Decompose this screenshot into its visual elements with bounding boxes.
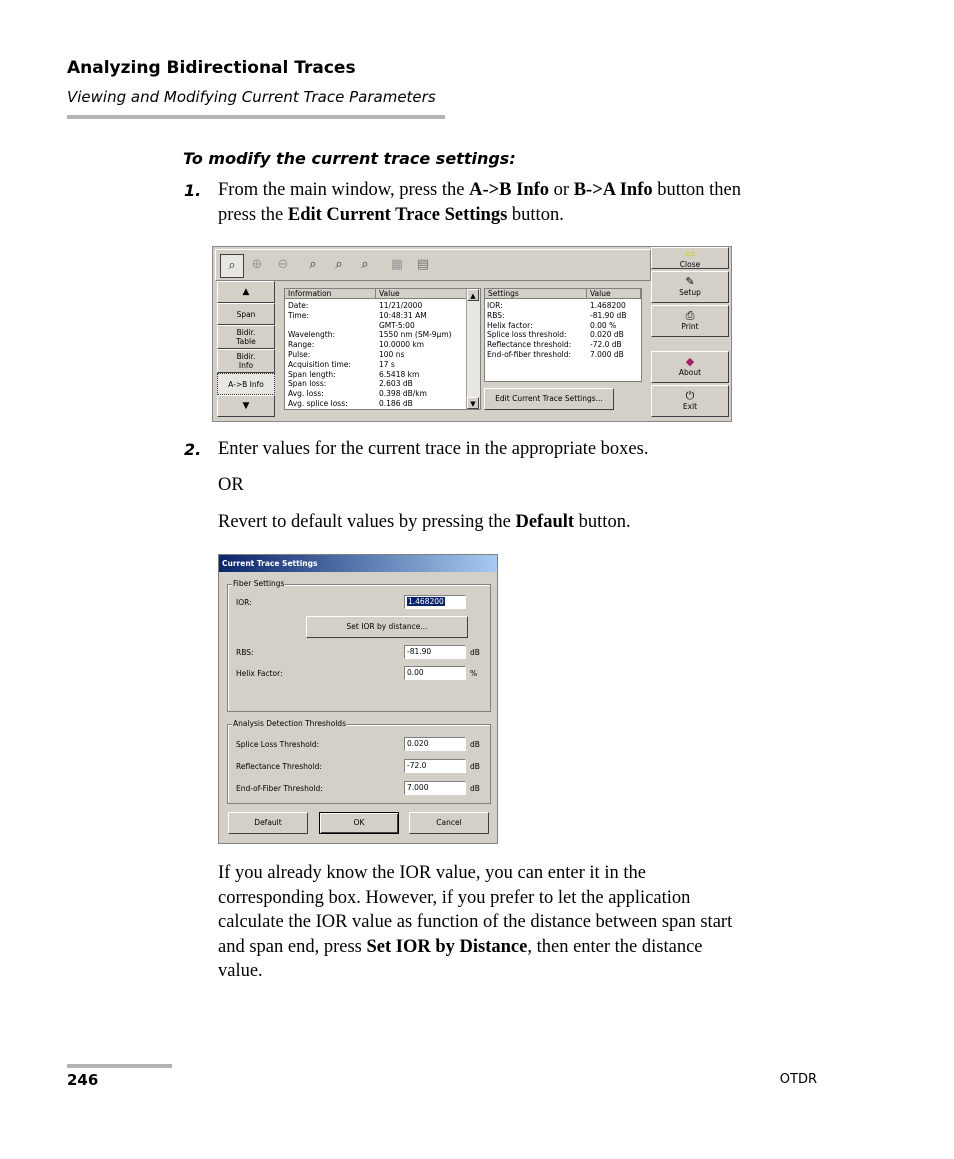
close-label: Close [679, 260, 701, 269]
setup-label: Setup [679, 288, 701, 297]
about-label: About [678, 368, 702, 377]
settings-label-column [487, 301, 571, 360]
info-label: Pulse: [288, 349, 311, 359]
revert-text [218, 510, 631, 535]
helix-factor-unit: % [470, 669, 478, 678]
settings-value: 0.020 dB [590, 330, 624, 340]
info-label: Time: [288, 310, 309, 320]
settings-label: RBS: [487, 310, 505, 320]
settings-value: 7.000 dB [590, 349, 624, 359]
info-value: 17 s [379, 359, 395, 369]
print-icon: ⎙ [685, 309, 695, 322]
paragraph-line: value. [218, 961, 263, 981]
product-name: OTDR [779, 1072, 817, 1087]
zoom-in-icon[interactable]: ⊕ [251, 257, 263, 272]
scroll-up-arrow-icon[interactable]: ▲ [467, 289, 479, 301]
cancel-button[interactable]: Cancel [409, 812, 489, 834]
bold-run: Edit Current Trace Settings [287, 204, 508, 225]
bold-run: Default [515, 512, 575, 532]
info-label: Avg. loss: [288, 389, 324, 399]
step-number: 2. [184, 440, 202, 459]
close-icon: ▭ [684, 247, 696, 260]
about-icon: ◆ [685, 355, 695, 368]
ior-paragraph [218, 861, 732, 984]
info-value: 11/21/2000 [379, 301, 423, 310]
end-of-fiber-label: End-of-Fiber Threshold: [236, 784, 323, 793]
section-subtitle: Viewing and Modifying Current Trace Parameters [67, 88, 436, 106]
setup-button[interactable] [651, 271, 729, 303]
zoom-select-icon[interactable]: ⌕ [220, 254, 244, 278]
text-run: button then [652, 180, 741, 200]
information-list[interactable] [284, 288, 481, 410]
thresholds-label: Analysis Detection Thresholds [233, 719, 346, 728]
info-scrollbar[interactable] [466, 289, 480, 409]
paragraph-line: calculate the IOR value as function of the distance between span start [218, 912, 733, 932]
paragraph-line: corresponding box. However, if you prefer to let the application [218, 887, 691, 908]
info-value: 2.603 dB [379, 379, 413, 389]
about-button[interactable] [651, 351, 729, 383]
info-label [288, 321, 351, 331]
ior-label: IOR: [236, 598, 252, 607]
or-text: OR [218, 475, 244, 495]
default-button[interactable]: Default [228, 812, 308, 834]
step-text [218, 178, 741, 227]
bidir-table-button[interactable]: Bidir. Table [217, 325, 275, 349]
bidir-info-button[interactable]: Bidir. Info [217, 349, 275, 373]
text-run: press the [218, 204, 288, 225]
main-window-screenshot [212, 246, 732, 422]
info-label: Span length: [288, 369, 336, 379]
settings-value: 0.00 % [590, 320, 617, 330]
end-of-fiber-input[interactable]: 7.000 [404, 781, 466, 795]
procedure-title: To modify the current trace settings: [183, 149, 516, 168]
exit-label: Exit [682, 402, 698, 411]
toolbar [215, 249, 651, 281]
reflectance-unit: dB [470, 762, 480, 771]
settings-label: End-of-fiber threshold: [487, 349, 572, 359]
footer-rule [67, 1064, 172, 1068]
rbs-unit: dB [470, 648, 480, 657]
event-table-icon[interactable]: ▤ [416, 257, 430, 272]
current-trace-settings-dialog [218, 554, 498, 844]
paragraph-line: If you already know the IOR value, you can enter it in the [218, 863, 646, 883]
ok-button[interactable]: OK [319, 812, 399, 834]
rbs-input[interactable]: -81.90 [404, 645, 466, 659]
print-label: Print [681, 322, 699, 331]
step-text: Enter values for the current trace in the appropriate boxes. [218, 439, 649, 459]
info-header-value[interactable]: Value [376, 289, 468, 299]
info-label: Wavelength: [288, 330, 336, 340]
settings-list[interactable] [484, 288, 642, 382]
text-run: button. [574, 512, 631, 532]
reflectance-input[interactable]: -72.0 [404, 759, 466, 773]
info-label: Range: [288, 340, 315, 350]
settings-label: Reflectance threshold: [487, 340, 572, 350]
info-value: 0.186 dB [379, 398, 413, 408]
settings-label: IOR: [487, 301, 503, 310]
ior-value: 1.468200 [408, 597, 444, 606]
zoom-out-icon[interactable]: ⊖ [277, 257, 289, 272]
settings-label: Splice loss threshold: [487, 330, 567, 340]
text-run: , then enter the distance [527, 936, 703, 957]
dialog-title: Current Trace Settings [219, 555, 497, 572]
text-run: From the main window, press the [218, 180, 470, 200]
zoom-horizontal-icon[interactable]: ⌕ [309, 257, 317, 272]
edit-current-trace-settings-button[interactable]: Edit Current Trace Settings... [484, 388, 614, 410]
info-label-column [288, 301, 351, 409]
step-number: 1. [184, 181, 202, 200]
text-run: and span end, press [218, 936, 367, 957]
info-value: 10:48:31 AM [379, 310, 427, 320]
helix-factor-input[interactable]: 0.00 [404, 666, 466, 680]
zoom-fit-icon[interactable]: ⌕ [361, 257, 369, 272]
info-value: 0.398 dB/km [379, 389, 427, 399]
scroll-down-arrow-icon[interactable]: ▼ [467, 397, 479, 409]
bold-run: B->A Info [573, 180, 653, 200]
settings-value: 1.468200 [590, 301, 626, 310]
close-button[interactable] [651, 247, 729, 269]
span-button[interactable]: Span [217, 303, 275, 325]
splice-loss-label: Splice Loss Threshold: [236, 740, 320, 749]
info-header-information[interactable]: Information [285, 289, 376, 299]
settings-label: Helix factor: [487, 320, 533, 330]
zoom-vertical-icon[interactable]: ⌕ [335, 257, 343, 272]
info-label: Avg. splice loss: [288, 398, 348, 408]
info-value: 6.5418 km [379, 369, 420, 379]
reflectance-label: Reflectance Threshold: [236, 762, 322, 771]
header-rule [67, 115, 445, 119]
rbs-label: RBS: [236, 648, 254, 657]
paragraph-line [218, 935, 732, 960]
info-value-column [379, 301, 452, 409]
settings-value-column [590, 301, 626, 360]
helix-factor-label: Helix Factor: [236, 669, 283, 678]
exit-button[interactable] [651, 385, 729, 417]
settings-value: -72.0 dB [590, 340, 622, 350]
setup-icon: ✎ [685, 275, 695, 288]
text-run: Revert to default values by pressing the [218, 512, 516, 532]
info-label: Date: [288, 301, 309, 310]
text-run: or [549, 180, 574, 200]
scroll-up-button[interactable]: ▲ [217, 281, 275, 303]
info-value: 100 ns [379, 349, 405, 359]
splice-loss-unit: dB [470, 740, 480, 749]
info-label: Acquisition time: [288, 359, 351, 369]
settings-header-value[interactable]: Value [587, 289, 641, 299]
end-of-fiber-unit: dB [470, 784, 480, 793]
ior-input[interactable] [404, 595, 466, 609]
text-run: button. [507, 204, 564, 225]
info-value: 1550 nm (SM-9µm) [379, 330, 452, 340]
fiber-settings-label: Fiber Settings [233, 579, 285, 588]
info-value: 10.0000 km [379, 340, 425, 350]
bold-run: A->B Info [469, 180, 550, 200]
info-label: Span loss: [288, 379, 327, 389]
a-b-info-button[interactable]: A->B Info [217, 373, 275, 395]
bold-run: Set IOR by Distance [366, 936, 528, 957]
print-button[interactable] [651, 305, 729, 337]
page-number: 246 [67, 1071, 99, 1089]
splice-loss-input[interactable]: 0.020 [404, 737, 466, 751]
section-title: Analyzing Bidirectional Traces [67, 58, 356, 78]
marker-icon[interactable]: ▦ [390, 257, 404, 272]
set-ior-by-distance-button[interactable]: Set IOR by distance... [306, 616, 468, 638]
settings-value: -81.90 dB [590, 310, 627, 320]
exit-icon: ⏻ [685, 389, 695, 402]
settings-header-settings[interactable]: Settings [485, 289, 587, 299]
info-value: GMT-5:00 [379, 320, 415, 330]
scroll-down-button[interactable]: ▼ [217, 395, 275, 417]
